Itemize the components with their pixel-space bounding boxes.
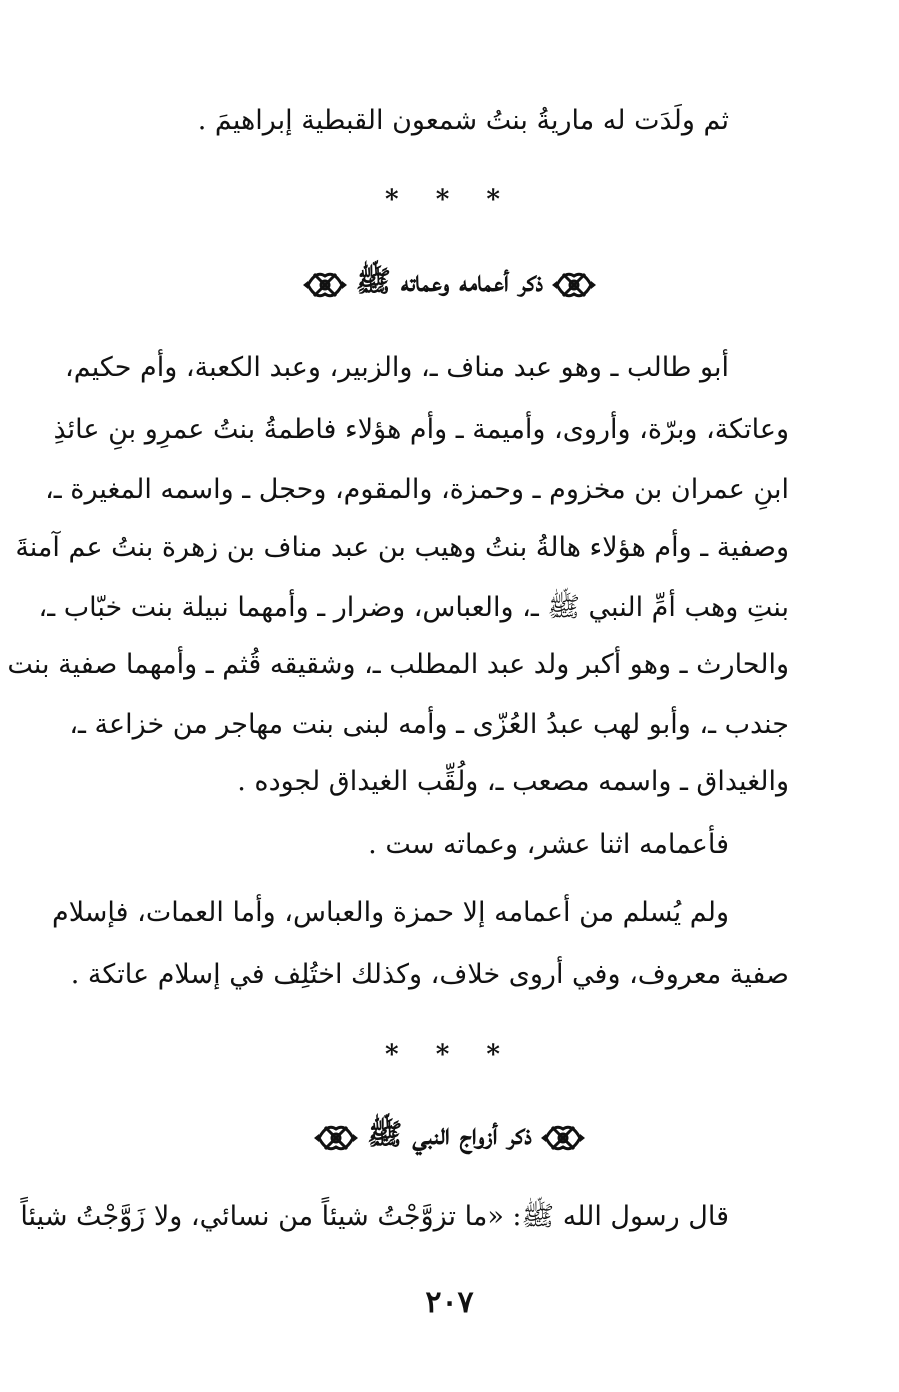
arabesque-ornament-icon — [313, 1115, 359, 1161]
paragraph-line: والغيداق ـ واسمه مصعب ـ، ولُقِّب الغيداق لجوده . — [237, 766, 789, 797]
section-heading-wives — [0, 1115, 899, 1161]
summary-line: فأعمامه اثنا عشر، وعماته ست . — [368, 829, 729, 860]
separator-stars: * * * — [385, 1040, 514, 1070]
paragraph-line: جندب ـ، وأبو لهب عبدُ العُزّى ـ وأمه لبنى بنت مهاجر من خزاعة ـ، — [69, 709, 789, 740]
paragraph-line: وعاتكة، وبرّة، وأروى، وأميمة ـ وأم هؤلاء فاطمةُ بنتُ عمرِو بنِ عائذِ — [53, 414, 789, 445]
paragraph-line: والحارث ـ وهو أكبر ولد عبد المطلب ـ، وشقيقه قُثم ـ وأمهما صفية بنت — [7, 649, 789, 680]
separator-stars: * * * — [385, 185, 514, 215]
section-heading-text: ذكر أزواج النبي ﷺ — [367, 1117, 532, 1151]
arabesque-ornament-icon — [551, 262, 597, 308]
arabesque-ornament-icon — [302, 262, 348, 308]
paragraph-line: وصفية ـ وأم هؤلاء هالةُ بنتُ وهيب بن عبد مناف بن زهرة بنتُ عم آمنةَ — [15, 532, 789, 563]
paragraph-line: صفية معروف، وفي أروى خلاف، وكذلك اختُلِف في إسلام عاتكة . — [70, 959, 789, 990]
paragraph-line: ابنِ عمران بن مخزوم ـ وحمزة، والمقوم، وحجل ـ واسمه المغيرة ـ، — [45, 474, 789, 505]
quote-line: قال رسول الله ﷺ: «ما تزوَّجْتُ شيئاً من نسائي، ولا زَوَّجْتُ شيئاً — [20, 1201, 729, 1232]
page-number: ٢٠٧ — [425, 1285, 474, 1320]
paragraph-line: بنتِ وهب أمِّ النبي ﷺ ـ، والعباس، وضرار ـ وأمهما نبيلة بنت خبّاب ـ، — [38, 592, 789, 623]
intro-line: ثم ولَدَت له ماريةُ بنتُ شمعون القبطية إبراهيمَ . — [197, 105, 729, 136]
paragraph-line: ولم يُسلم من أعمامه إلا حمزة والعباس، وأما العمات، فإسلام — [51, 897, 729, 928]
section-heading-uncles — [0, 262, 899, 308]
arabesque-ornament-icon — [540, 1115, 586, 1161]
section-heading-text: ذكر أعمامه وعماته ﷺ — [355, 264, 544, 298]
paragraph-line: أبو طالب ـ وهو عبد مناف ـ، والزبير، وعبد الكعبة، وأم حكيم، — [65, 352, 729, 383]
